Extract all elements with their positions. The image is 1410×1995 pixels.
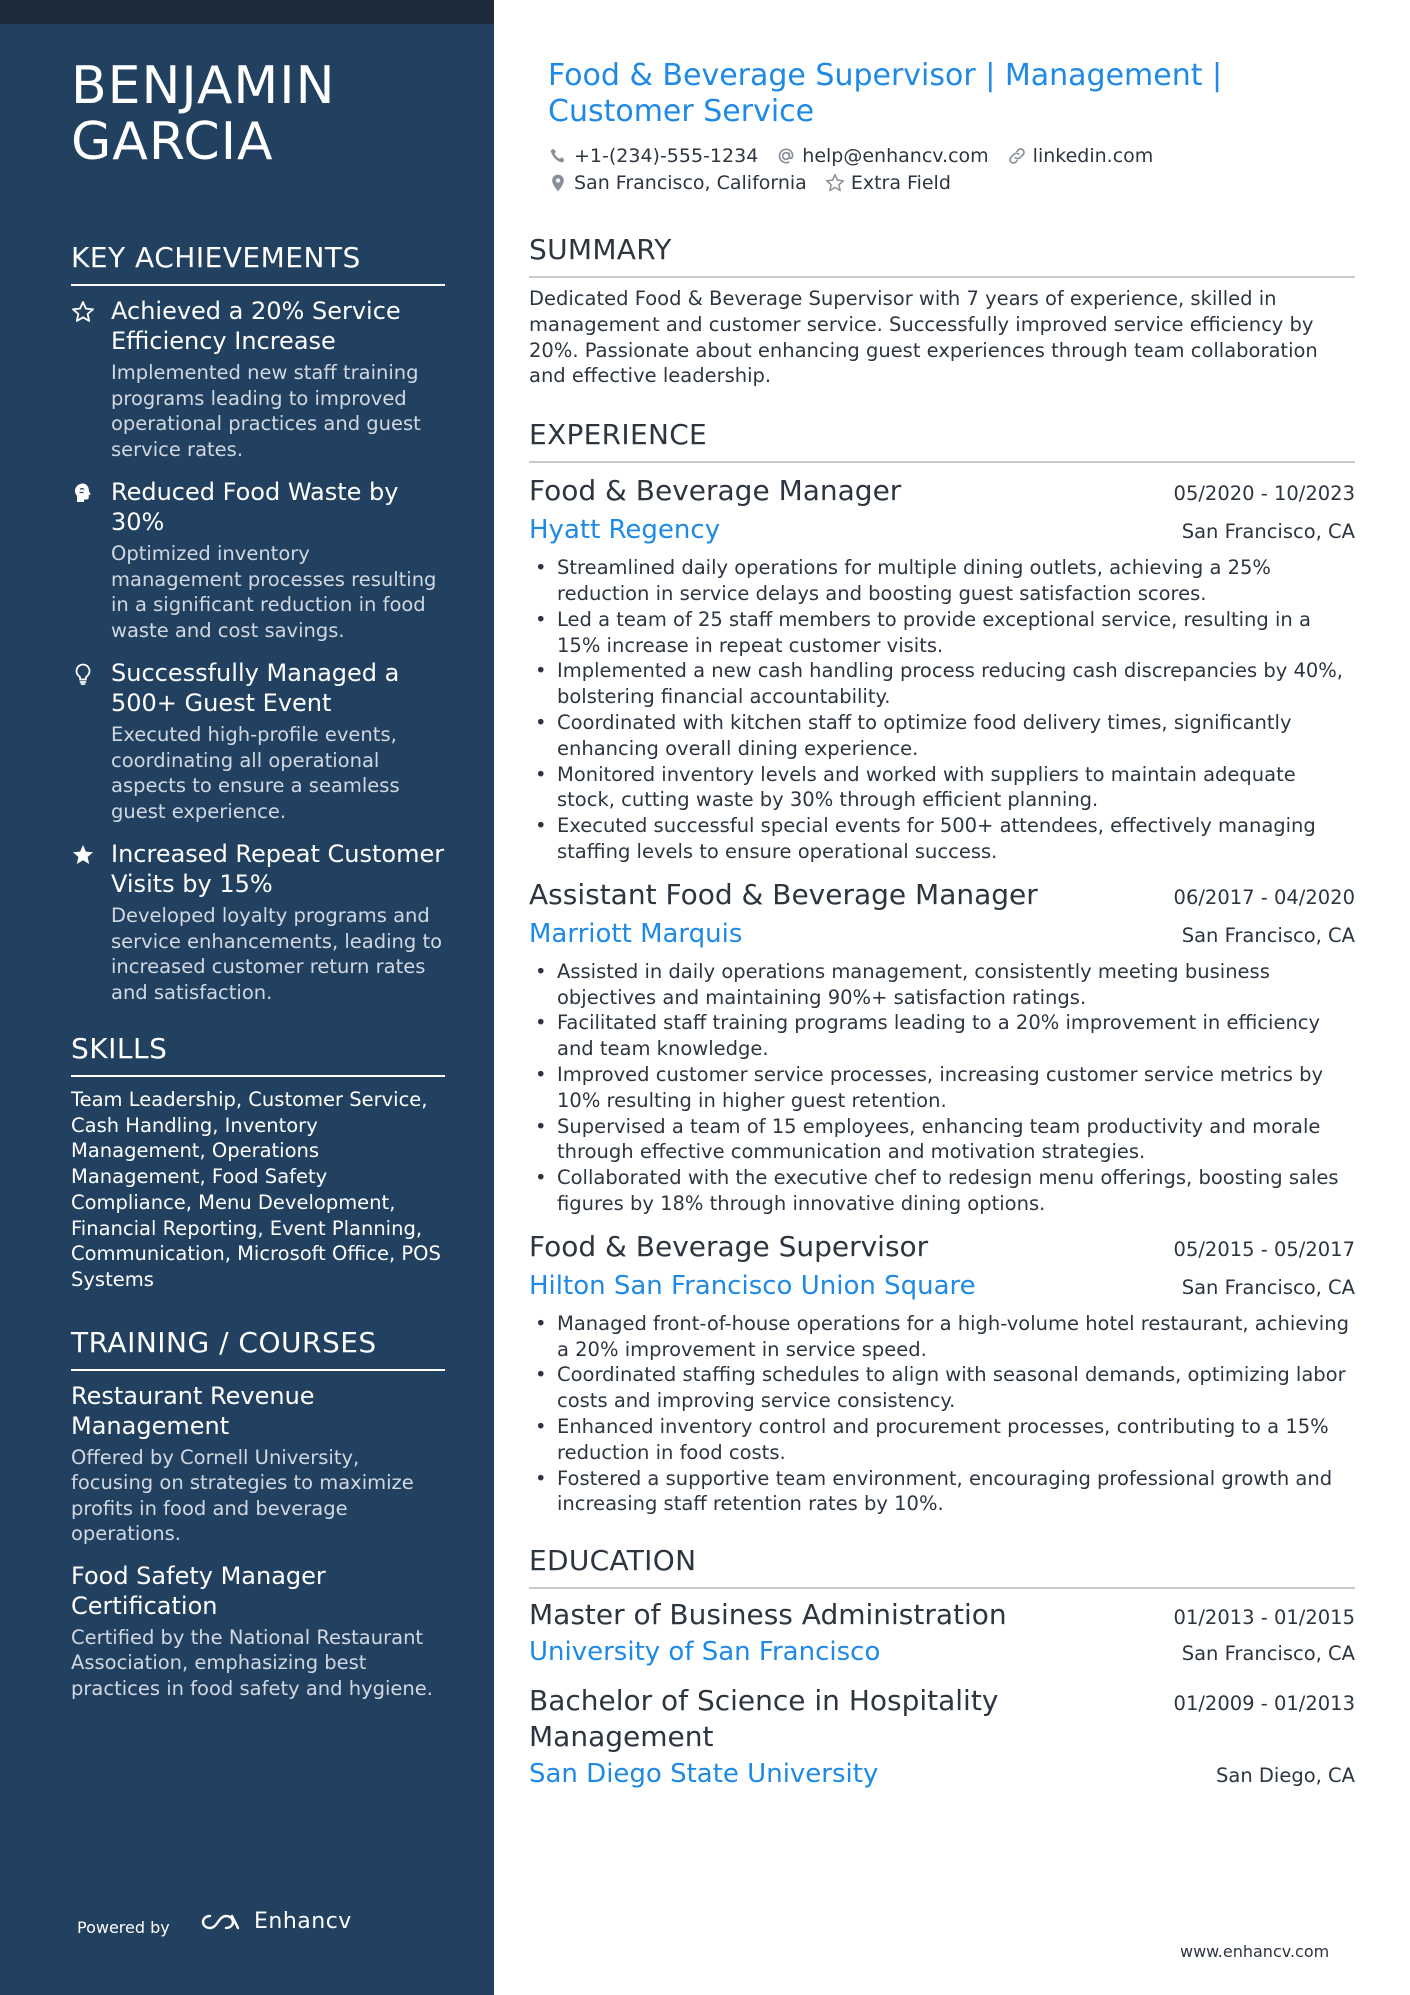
job-bullet: • Implemented a new cash handling process reducing cash discrepancies by 40%, bolstering financial accountability. — [529, 658, 1355, 710]
job-bullets — [529, 959, 1355, 1217]
headline: Food & Beverage Supervisor | Management | Customer Service — [548, 58, 1223, 129]
main-content — [529, 58, 1355, 1805]
achievement-item — [71, 296, 445, 462]
star-outline-icon — [71, 300, 95, 324]
summary-heading: SUMMARY — [529, 232, 1355, 278]
education-header — [529, 1683, 1355, 1755]
achievements-heading: KEY ACHIEVEMENTS — [71, 240, 445, 286]
education-subheader — [529, 1633, 1355, 1671]
school-location: San Francisco, CA — [1181, 1642, 1355, 1666]
job-bullet: • Managed front-of-house operations for a high-volume hotel restaurant, achieving a 20% improvement in service speed. — [529, 1311, 1355, 1363]
experience-heading: EXPERIENCE — [529, 417, 1355, 463]
skills-list: Team Leadership, Customer Service, Cash Handling, Inventory Management, Operations Management, Food Safety Compliance, Menu Development, Financial Reporting, Event Planning, Communication, Microsoft Office, POS Systems — [71, 1088, 441, 1291]
achievement-item — [71, 839, 445, 1005]
powered-by-label: Powered by — [77, 1918, 170, 1937]
extra-field-contact — [825, 172, 951, 194]
achievement-item — [71, 658, 445, 824]
phone-contact[interactable] — [548, 145, 758, 167]
job-bullet: • Improved customer service processes, increasing customer service metrics by 10% resulting in higher guest retention. — [529, 1062, 1355, 1114]
summary-section — [529, 232, 1355, 389]
job-bullet: • Facilitated staff training programs leading to a 20% improvement in efficiency and team knowledge. — [529, 1010, 1355, 1062]
education-entry — [529, 1683, 1355, 1793]
school-name[interactable]: University of San Francisco — [529, 1637, 881, 1668]
job-bullet: • Monitored inventory levels and worked with suppliers to maintain adequate stock, cutting waste by 30% through efficient planning. — [529, 762, 1355, 814]
summary-text: Dedicated Food & Beverage Supervisor with 7 years of experience, skilled in management and customer service. Successfully improved service efficiency by 20%. Passionate about enhancing guest experiences through team collaboration and effective leadership. — [529, 287, 1318, 388]
achievement-title: Reduced Food Waste by 30% — [111, 478, 399, 536]
link-icon — [1007, 146, 1027, 166]
achievement-description: Executed high-profile events, coordinating all operational aspects to ensure a seamless guest experience. — [111, 723, 400, 823]
skills-heading: SKILLS — [71, 1031, 445, 1077]
contact-row — [548, 169, 1355, 196]
achievement-description: Optimized inventory management processes resulting in a significant reduction in food waste and cost savings. — [111, 542, 437, 642]
education-header — [529, 1597, 1355, 1633]
job-bullet: • Supervised a team of 15 employees, enhancing team productivity and morale through effective communication and motivation strategies. — [529, 1114, 1355, 1166]
job-dates: 05/2015 - 05/2017 — [1173, 1237, 1355, 1261]
achievement-title: Achieved a 20% Service Efficiency Increase — [111, 297, 401, 355]
job-header — [529, 471, 1355, 511]
achievement-title: Increased Repeat Customer Visits by 15% — [111, 840, 445, 898]
job-title: Food & Beverage Supervisor — [529, 1229, 929, 1263]
job-dates: 06/2017 - 04/2020 — [1173, 885, 1355, 909]
course-item — [71, 1381, 445, 1547]
lightbulb-icon — [71, 662, 95, 686]
job-title: Food & Beverage Manager — [529, 474, 902, 508]
education-entry — [529, 1597, 1355, 1671]
job-bullet: • Coordinated with kitchen staff to optimize food delivery times, significantly enhancing overall dining experience. — [529, 710, 1355, 762]
contact-info — [529, 142, 1355, 196]
linkedin-contact[interactable] — [1007, 145, 1154, 167]
at-sign-icon — [776, 146, 796, 166]
job-bullet: • Coordinated staffing schedules to align with seasonal demands, optimizing labor costs and improving service consistency. — [529, 1362, 1355, 1414]
job-header — [529, 875, 1355, 915]
achievements-section — [71, 240, 445, 1005]
linkedin-text: linkedin.com — [1032, 144, 1154, 167]
job-bullets — [529, 1311, 1355, 1517]
skills-section — [71, 1031, 445, 1293]
email-text: help@enhancv.com — [802, 144, 989, 167]
enhancv-logo-icon — [198, 1910, 244, 1934]
brain-icon — [71, 481, 95, 505]
job-bullet: • Led a team of 25 staff members to provide exceptional service, resulting in a 15% increase in repeat customer visits. — [529, 607, 1355, 659]
job-subheader — [529, 511, 1355, 549]
contact-row — [548, 142, 1355, 169]
job-header — [529, 1227, 1355, 1267]
enhancv-logo[interactable] — [198, 1909, 352, 1934]
location-text: San Francisco, California — [574, 171, 807, 194]
education-section — [529, 1543, 1355, 1793]
achievement-item — [71, 477, 445, 643]
job-bullet: • Fostered a supportive team environment, encouraging professional growth and increasing staff retention rates by 10%. — [529, 1466, 1355, 1518]
job-bullet: • Executed successful special events for 500+ attendees, effectively managing staffing levels to ensure operational success. — [529, 813, 1355, 865]
achievement-description: Developed loyalty programs and service enhancements, leading to increased customer return rates and satisfaction. — [111, 904, 443, 1004]
email-contact[interactable] — [776, 145, 988, 167]
job-entry — [529, 875, 1355, 1217]
job-bullet: • Collaborated with the executive chef to redesign menu offerings, boosting sales figures by 18% through innovative dining options. — [529, 1165, 1355, 1217]
education-subheader — [529, 1755, 1355, 1793]
phone-icon — [548, 146, 568, 166]
job-dates: 05/2020 - 10/2023 — [1173, 482, 1355, 506]
star-outline-icon — [825, 173, 845, 193]
job-location: San Francisco, CA — [1181, 520, 1355, 544]
achievement-title: Successfully Managed a 500+ Guest Event — [111, 659, 400, 717]
job-title: Assistant Food & Beverage Manager — [529, 877, 1038, 911]
job-company[interactable]: Hyatt Regency — [529, 515, 721, 546]
school-location: San Diego, CA — [1216, 1764, 1355, 1788]
job-bullet: • Streamlined daily operations for multiple dining outlets, achieving a 25% reduction in service delays and boosting guest satisfaction scores. — [529, 555, 1355, 607]
education-dates: 01/2009 - 01/2013 — [1173, 1692, 1355, 1716]
job-bullets — [529, 555, 1355, 865]
course-title: Food Safety Manager Certification — [71, 1561, 326, 1620]
location-pin-icon — [548, 173, 568, 193]
course-title: Restaurant Revenue Management — [71, 1381, 315, 1440]
job-entry — [529, 471, 1355, 865]
sidebar — [0, 0, 494, 1995]
star-filled-icon — [71, 843, 95, 867]
job-bullet: • Assisted in daily operations management, consistently meeting business objectives and maintaining 90%+ satisfaction ratings. — [529, 959, 1355, 1011]
course-description: Certified by the National Restaurant Association, emphasizing best practices in food safety and hygiene. — [71, 1625, 433, 1700]
job-company[interactable]: Marriott Marquis — [529, 918, 743, 949]
extra-field-text: Extra Field — [850, 171, 951, 194]
sidebar-top-bar — [0, 0, 494, 24]
website-link[interactable]: www.enhancv.com — [1180, 1942, 1330, 1961]
job-location: San Francisco, CA — [1181, 1275, 1355, 1299]
education-heading: EDUCATION — [529, 1543, 1355, 1589]
location-contact — [548, 172, 807, 194]
candidate-name: BENJAMIN GARCIA — [71, 56, 336, 172]
sidebar-content — [71, 58, 445, 1715]
job-location: San Francisco, CA — [1181, 923, 1355, 947]
job-subheader — [529, 1267, 1355, 1305]
degree-title: Bachelor of Science in Hospitality Management — [529, 1684, 999, 1754]
course-description: Offered by Cornell University, focusing on strategies to maximize profits in food and beverage operations. — [71, 1445, 414, 1546]
achievement-description: Implemented new staff training programs leading to improved operational practices and guest service rates. — [111, 361, 421, 461]
job-bullet: • Enhanced inventory control and procurement processes, contributing to a 15% reduction in food costs. — [529, 1414, 1355, 1466]
phone-text: +1-(234)-555-1234 — [574, 144, 759, 167]
job-entry — [529, 1227, 1355, 1517]
experience-section — [529, 417, 1355, 1517]
training-heading: TRAINING / COURSES — [71, 1325, 445, 1371]
job-subheader — [529, 915, 1355, 953]
course-item — [71, 1561, 445, 1702]
training-section — [71, 1325, 445, 1702]
job-company[interactable]: Hilton San Francisco Union Square — [529, 1270, 976, 1301]
enhancv-logo-text: Enhancv — [254, 1909, 352, 1934]
education-dates: 01/2013 - 01/2015 — [1173, 1606, 1355, 1630]
degree-title: Master of Business Administration — [529, 1598, 1007, 1632]
school-name[interactable]: San Diego State University — [529, 1759, 879, 1790]
